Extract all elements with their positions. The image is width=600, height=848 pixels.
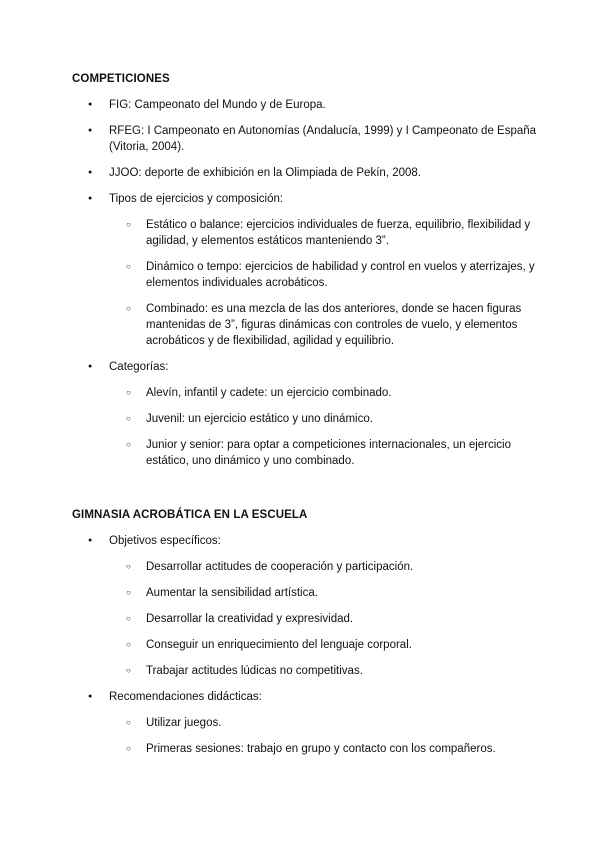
list-item-categorias (72, 359, 542, 469)
list-item-tipos (72, 191, 542, 349)
sub-list-item: ○ Estático o balance: ejercicios individuales de fuerza, equilibrio, flexibilidad y agilidad, y elementos estáticos manteniendo 3”. (109, 217, 542, 249)
sublist-categorias (109, 385, 542, 469)
list-item-objetivos (72, 533, 542, 679)
section-heading-competiciones: COMPETICIONES (72, 73, 170, 85)
sub-list-item: ○ Alevín, infantil y cadete: un ejercicio combinado. (109, 385, 542, 401)
list-item-label: Tipos de ejercicios y composición: (109, 193, 284, 205)
sub-list-item: ○ Juvenil: un ejercicio estático y uno dinámico. (109, 411, 542, 427)
sub-list-item: ○ Utilizar juegos. (109, 715, 542, 731)
sub-list-item: ○ Aumentar la sensibilidad artística. (109, 585, 542, 601)
list-item: ● JJOO: deporte de exhibición en la Olimpiada de Pekín, 2008. (72, 165, 542, 181)
sublist-tipos (109, 217, 542, 349)
list-item-label: Recomendaciones didácticas: (109, 691, 262, 703)
sub-list-item: ○ Dinámico o tempo: ejercicios de habilidad y control en vuelos y aterrizajes, y elementos individuales acrobáticos. (109, 259, 542, 291)
list-item: ● RFEG: I Campeonato en Autonomías (Andalucía, 1999) y I Campeonato de España (Vitoria, 2004). (72, 123, 542, 155)
competiciones-list (72, 97, 542, 469)
sub-list-item: ○ Desarrollar actitudes de cooperación y participación. (109, 559, 542, 575)
list-item-label: Objetivos específicos: (109, 535, 221, 547)
escuela-list (72, 533, 542, 757)
sub-list-item: ○ Junior y senior: para optar a competiciones internacionales, un ejercicio estático, uno dinámico y uno combinado. (109, 437, 542, 469)
sub-list-item: ○ Primeras sesiones: trabajo en grupo y contacto con los compañeros. (109, 741, 542, 757)
sub-list-item: ○ Desarrollar la creatividad y expresividad. (109, 611, 542, 627)
sub-list-item: ○ Conseguir un enriquecimiento del lenguaje corporal. (109, 637, 542, 653)
sub-list-item: ○ Trabajar actitudes lúdicas no competitivas. (109, 663, 542, 679)
list-item-label: Categorías: (109, 361, 169, 373)
list-item-recomendaciones (72, 689, 542, 757)
section-heading-escuela: GIMNASIA ACROBÁTICA EN LA ESCUELA (72, 509, 308, 521)
sublist-objetivos (109, 559, 542, 679)
list-item: ● FIG: Campeonato del Mundo y de Europa. (72, 97, 542, 113)
sub-list-item: ○ Combinado: es una mezcla de las dos anteriores, donde se hacen figuras mantenidas de 3”, figuras dinámicas con controles de vuelo, y elementos acrobáticos y de flexibilidad, agilidad y equilibrio. (109, 301, 542, 349)
sublist-recomendaciones (109, 715, 542, 757)
